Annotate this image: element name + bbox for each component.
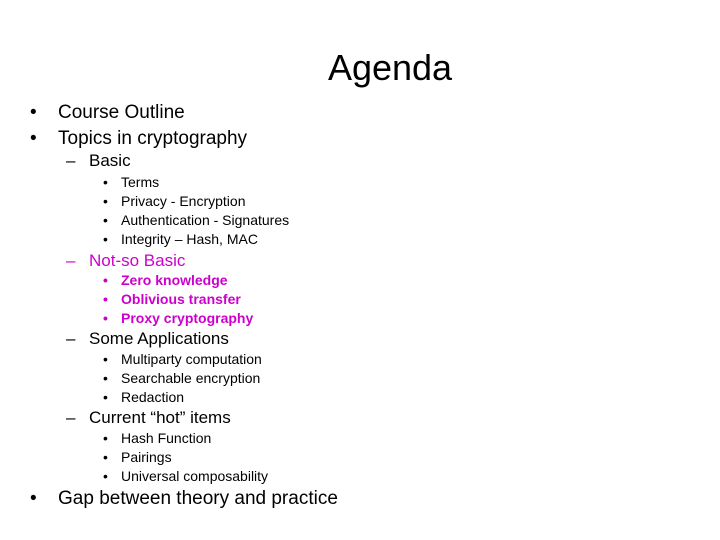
list-item-text: Searchable encryption [121, 370, 261, 386]
list-item-text: Topics in cryptography [58, 128, 248, 149]
list-item-text: Zero knowledge [121, 272, 228, 288]
list-item-text: Universal composability [121, 468, 269, 484]
bullet-marker: • [30, 102, 37, 123]
list-item-text: Not-so Basic [89, 251, 186, 270]
dash-marker: – [66, 251, 76, 270]
bullet-marker: • [103, 212, 108, 228]
list-item-text: Basic [89, 151, 131, 170]
list-item-text: Course Outline [58, 102, 185, 123]
dash-marker: – [66, 151, 76, 170]
dash-marker: – [66, 329, 76, 348]
slide-title: Agenda [327, 47, 453, 88]
bullet-marker: • [103, 370, 108, 386]
bullet-marker: • [103, 310, 108, 326]
bullet-marker: • [103, 193, 108, 209]
bullet-marker: • [103, 449, 108, 465]
list-item-text: Terms [121, 174, 160, 190]
dash-marker: – [66, 408, 76, 427]
list-item-text: Redaction [121, 389, 185, 405]
bullet-marker: • [103, 231, 108, 247]
bullet-marker: • [30, 488, 37, 509]
list-item-text: Oblivious transfer [121, 291, 241, 307]
list-item-text: Privacy - Encryption [121, 193, 246, 209]
list-item-text: Hash Function [121, 430, 212, 446]
bullet-marker: • [103, 430, 108, 446]
bullet-marker: • [103, 389, 108, 405]
bullet-marker: • [103, 468, 108, 484]
list-item-text: Multiparty computation [121, 351, 262, 367]
bullet-marker: • [103, 174, 108, 190]
list-item-text: Authentication - Signatures [121, 212, 290, 228]
list-item-text: Integrity – Hash, MAC [121, 231, 258, 247]
list-item-text: Current “hot” items [89, 408, 231, 427]
list-item-text: Gap between theory and practice [58, 488, 338, 509]
list-item-text: Proxy cryptography [121, 310, 254, 326]
list-item-text: Pairings [121, 449, 172, 465]
list-item-text: Some Applications [89, 329, 229, 348]
bullet-marker: • [103, 291, 108, 307]
bullet-marker: • [103, 272, 108, 288]
bullet-marker: • [103, 351, 108, 367]
bullet-marker: • [30, 128, 37, 149]
